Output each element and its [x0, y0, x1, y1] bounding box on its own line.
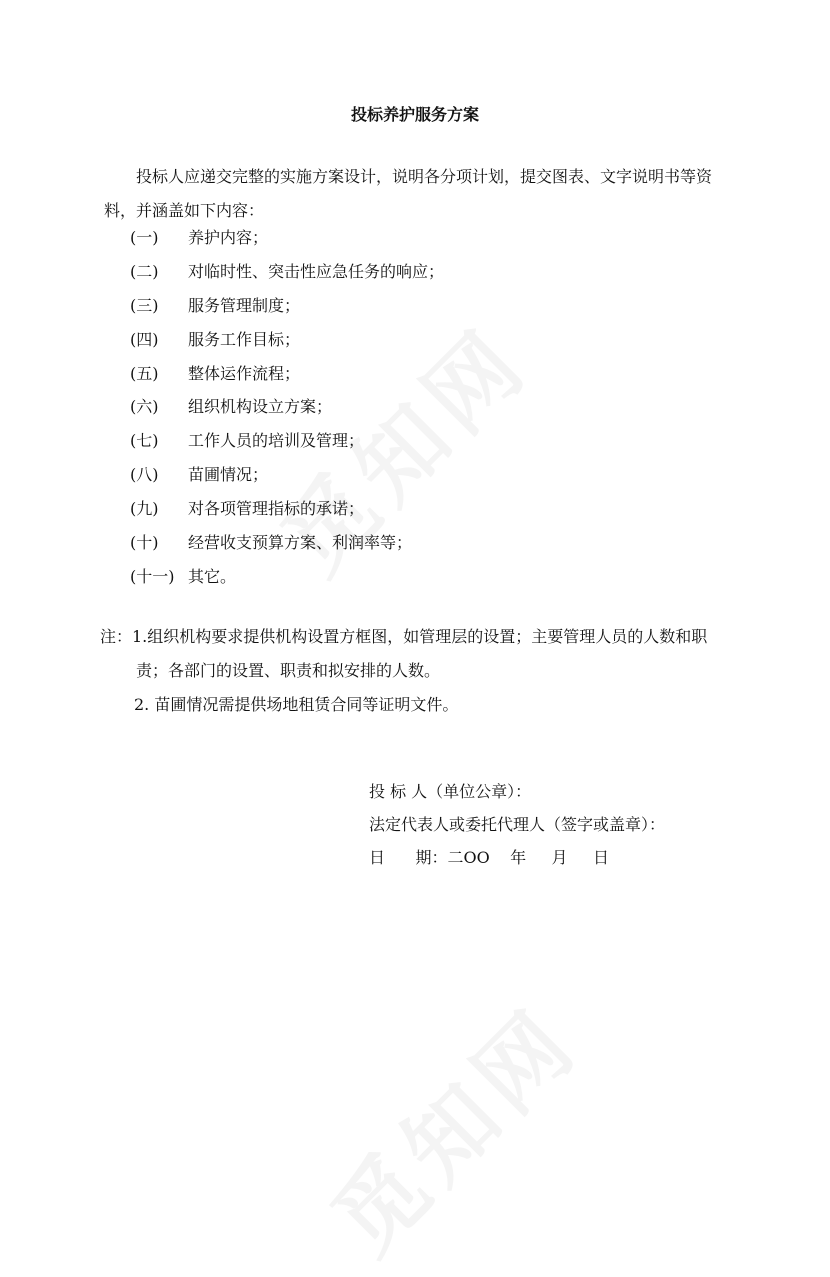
list-item-text: 苗圃情况；: [188, 465, 269, 485]
list-item: [130, 362, 444, 396]
document-title: 投标养护服务方案: [350, 105, 479, 124]
list-item: [130, 565, 444, 599]
list-item-text: 其它。: [188, 566, 237, 586]
list-item-number: (八): [130, 465, 159, 485]
list-item: [130, 463, 444, 497]
list-item-number: (十一): [130, 566, 175, 586]
list-item: [130, 226, 444, 260]
date-line: 日 期：二OO 年 月 日: [369, 848, 609, 867]
signature-block: [369, 780, 665, 879]
list-item-number: (十): [130, 533, 159, 553]
list-item-number: (四): [130, 329, 159, 349]
list-item-text: 对各项管理指标的承诺；: [188, 499, 365, 519]
list-item-text: 工作人员的培训及管理；: [188, 431, 365, 451]
notes-section: [100, 620, 740, 722]
list-item: [130, 531, 444, 565]
intro-line: 投标人应递交完整的实施方案设计，说明各分项计划，提交图表、文字说明书等资: [136, 167, 713, 186]
intro-line: 料，并涵盖如下内容：: [104, 201, 265, 220]
note-1-continued: 责；各部门的设置、职责和拟安排的人数。: [136, 661, 441, 680]
list-item-text: 对临时性、突击性应急任务的响应；: [188, 261, 445, 281]
bidder-seal-line: 投 标 人（单位公章）：: [369, 782, 532, 801]
list-item-text: 服务工作目标；: [188, 329, 301, 349]
watermark: [298, 973, 602, 1277]
note-1: 注：1.组织机构要求提供机构设置方框图，如管理层的设置；主要管理人员的人数和职: [100, 627, 708, 646]
list-item-text: 经营收支预算方案、利润率等；: [188, 533, 413, 553]
list-item: [130, 294, 444, 328]
list-item-text: 整体运作流程；: [188, 363, 301, 383]
list-item: [130, 328, 444, 362]
list-item-number: (七): [130, 431, 159, 451]
list-item: [130, 395, 444, 429]
list-item-number: (三): [130, 295, 159, 315]
list-item-number: (九): [130, 499, 159, 519]
list-item: [130, 497, 444, 531]
representative-signature-line: 法定代表人或委托代理人（签字或盖章）：: [369, 815, 666, 834]
intro-paragraph: [104, 160, 744, 228]
note-2: 2. 苗圃情况需提供场地租赁合同等证明文件。: [134, 695, 459, 714]
list-item-text: 养护内容；: [188, 228, 269, 247]
list-item-text: 服务管理制度；: [188, 295, 301, 315]
list-item: [130, 260, 444, 294]
content-list: [130, 226, 444, 599]
list-item-text: 组织机构设立方案；: [188, 397, 333, 417]
list-item-number: (二): [130, 261, 159, 281]
list-item-number: (六): [130, 397, 159, 417]
list-item-number: (一): [130, 228, 159, 247]
list-item: [130, 429, 444, 463]
list-item-number: (五): [130, 363, 159, 383]
